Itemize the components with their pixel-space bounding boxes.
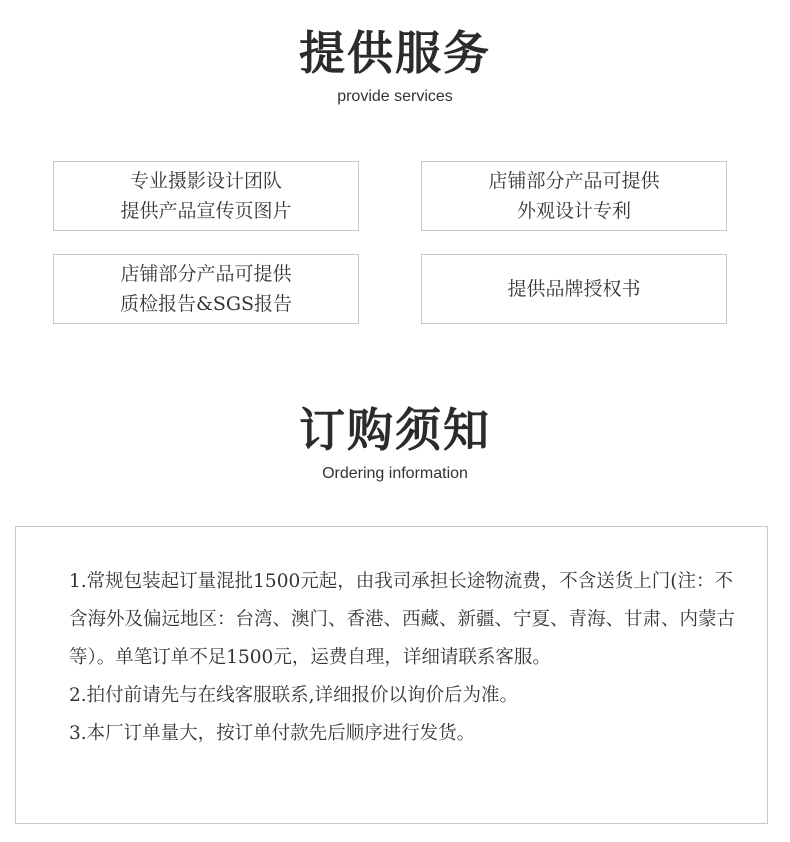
service-item-design-patent bbox=[421, 161, 727, 231]
ordering-title: 订购须知 bbox=[299, 403, 491, 457]
service-item-photography bbox=[53, 161, 359, 231]
services-title: 提供服务 bbox=[299, 26, 491, 80]
services-subtitle: provide services bbox=[337, 88, 453, 105]
ordering-subtitle: Ordering information bbox=[322, 465, 468, 482]
service-item-line: 店铺部分产品可提供 bbox=[488, 170, 660, 192]
ordering-info-item: 1.常规包装起订量混批1500元起，由我司承担长途物流费，不含送货上门(注：不含海外及偏远地区：台湾、澳门、香港、西藏、新疆、宁夏、青海、甘肃、内蒙古等）。单笔订单不足1500元，运费自理，详细请联系客服。 bbox=[69, 571, 736, 668]
service-item-line: 外观设计专利 bbox=[516, 200, 631, 222]
service-item-line: 店铺部分产品可提供 bbox=[120, 263, 292, 285]
service-item-line: 提供产品宣传页图片 bbox=[120, 200, 292, 222]
service-item-brand-authorization bbox=[421, 254, 727, 324]
service-item-line: 专业摄影设计团队 bbox=[129, 170, 282, 192]
service-item-line: 质检报告&SGS报告 bbox=[119, 293, 293, 315]
service-item-inspection-report bbox=[53, 254, 359, 324]
ordering-info-box bbox=[15, 526, 768, 824]
ordering-info-item: 2.拍付前请先与在线客服联系,详细报价以询价后为准。 bbox=[69, 685, 519, 706]
service-item-line: 提供品牌授权书 bbox=[507, 278, 641, 300]
ordering-info-item: 3.本厂订单量大，按订单付款先后顺序进行发货。 bbox=[69, 723, 476, 744]
ordering-info-list bbox=[69, 563, 739, 753]
